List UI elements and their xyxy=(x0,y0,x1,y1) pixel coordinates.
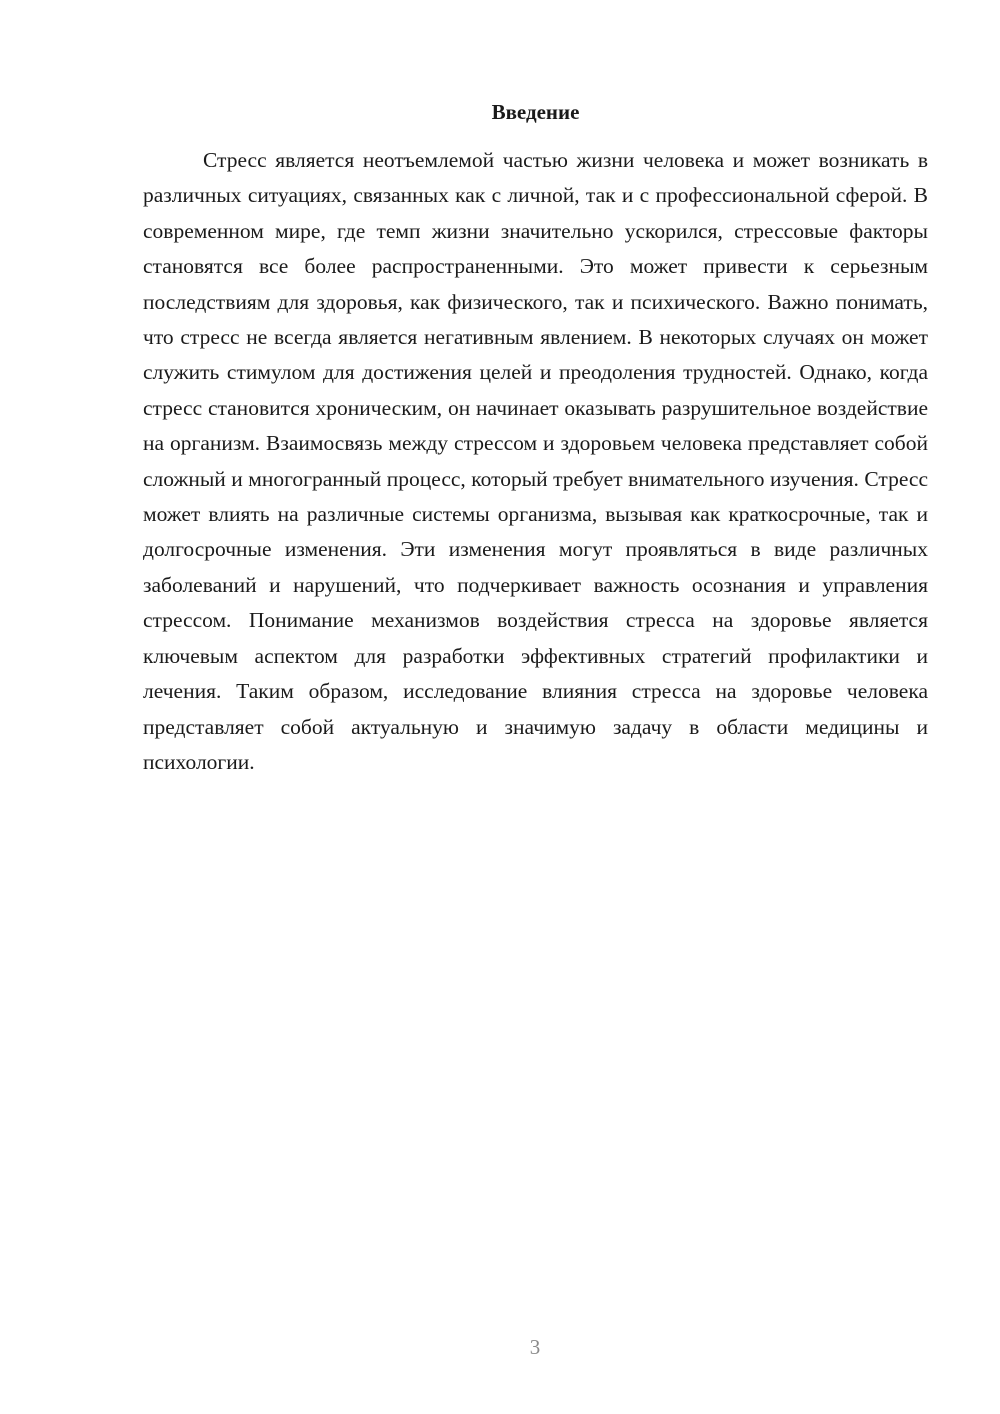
section-heading: Введение xyxy=(491,100,580,124)
page-number: 3 xyxy=(529,1335,541,1359)
body-paragraph: Стресс является неотъемлемой частью жизни человека и может возникать в различных ситуациях, связанных как с личной, так и с профессиональной сферой. В современном мире, где темп жизни значительно ускорился, стрессовые факторы становятся все более распространенными. Это может привести к серьезным последствиям для здоровья, как физического, так и психического. Важно понимать, что стресс не всегда является негативным явлением. В некоторых случаях он может служить стимулом для достижения целей и преодоления трудностей. Однако, когда стресс становится хроническим, он начинает оказывать разрушительное воздействие на организм. Взаимосвязь между стрессом и здоровьем человека представляет собой сложный и многогранный процесс, который требует внимательного изучения. Стресс может влиять на различные системы организма, вызывая как краткосрочные, так и долгосрочные изменения. Эти изменения могут проявляться в виде различных заболеваний и нарушений, что подчеркивает важность осознания и управления стрессом. Понимание механизмов воздействия стресса на здоровье является ключевым аспектом для разработки эффективных стратегий профилактики и лечения. Таким образом, исследование влияния стресса на здоровье человека представляет собой актуальную и значимую задачу в области медицины и психологии. xyxy=(143,148,928,774)
